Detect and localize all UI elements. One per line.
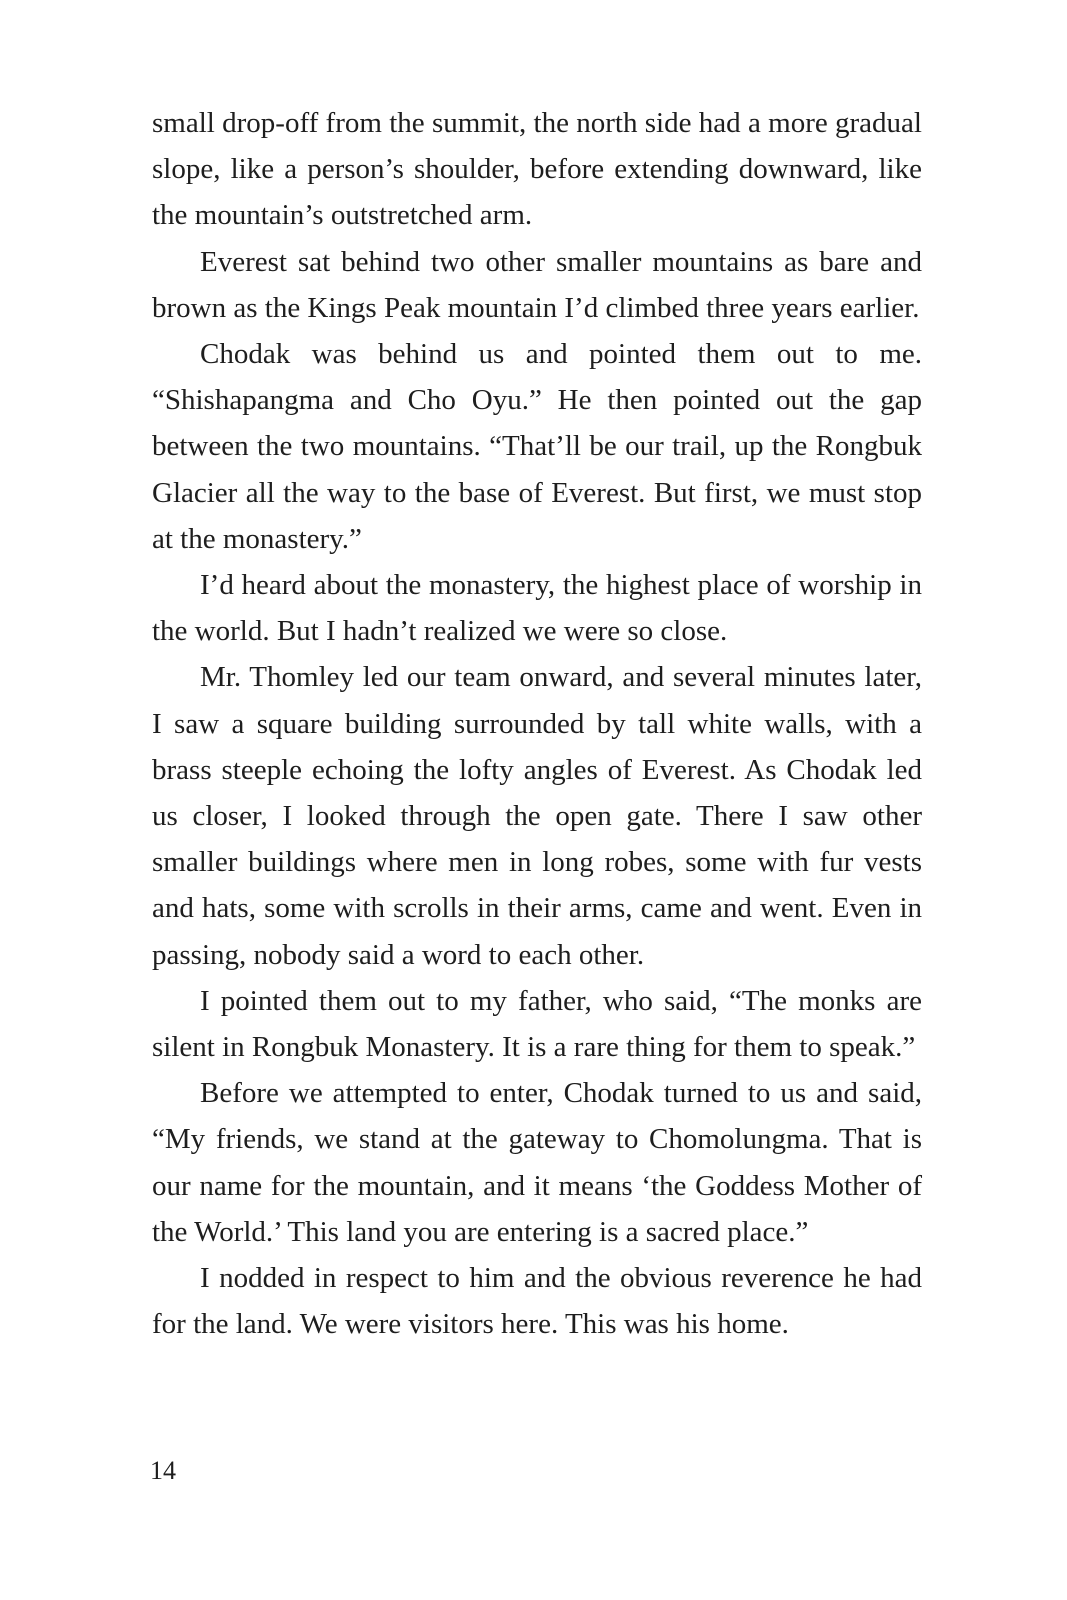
page-number: 14 [150, 1456, 176, 1485]
paragraph-6: I pointed them out to my father, who said, “The monks are silent in Rongbuk Monastery. It is a rare thing for them to speak.” [152, 984, 922, 1064]
paragraph-2: Everest sat behind two other smaller mountains as bare and brown as the Kings Peak mountain I’d climbed three years earlier. [152, 245, 922, 324]
paragraph-4: I’d heard about the monastery, the highest place of worship in the world. But I hadn’t realized we were so close. [152, 569, 922, 648]
paragraph-5: Mr. Thomley led our team onward, and several minutes later, I saw a square building surrounded by tall white walls, with a brass steeple echoing the lofty angles of Everest. As Chodak led us closer, I looked through the open gate. There I saw other smaller buildings where men in long robes, some with fur vests and hats, some with scrolls in their arms, came and went. Even in passing, nobody said a word to each other. [152, 661, 922, 971]
paragraph-7: Before we attempted to enter, Chodak turned to us and said, “My friends, we stand at the gateway to Chomolungma. That is our name for the mountain, and it means ‘the Goddess Mother of the World.’ This land you are entering is a sacred place.” [152, 1077, 922, 1248]
paragraph-1: small drop-off from the summit, the north side had a more gradual slope, like a person’s shoulder, before extending downward, like the mountain’s outstretched arm. [152, 107, 922, 232]
page-body [152, 100, 922, 1347]
paragraph-8: I nodded in respect to him and the obvious reverence he had for the land. We were visitors here. This was his home. [152, 1262, 922, 1341]
paragraph-3: Chodak was behind us and pointed them out to me. “Shishapangma and Cho Oyu.” He then pointed out the gap between the two mountains. “That’ll be our trail, up the Rongbuk Glacier all the way to the base of Everest. But first, we must stop at the monastery.” [152, 338, 922, 555]
